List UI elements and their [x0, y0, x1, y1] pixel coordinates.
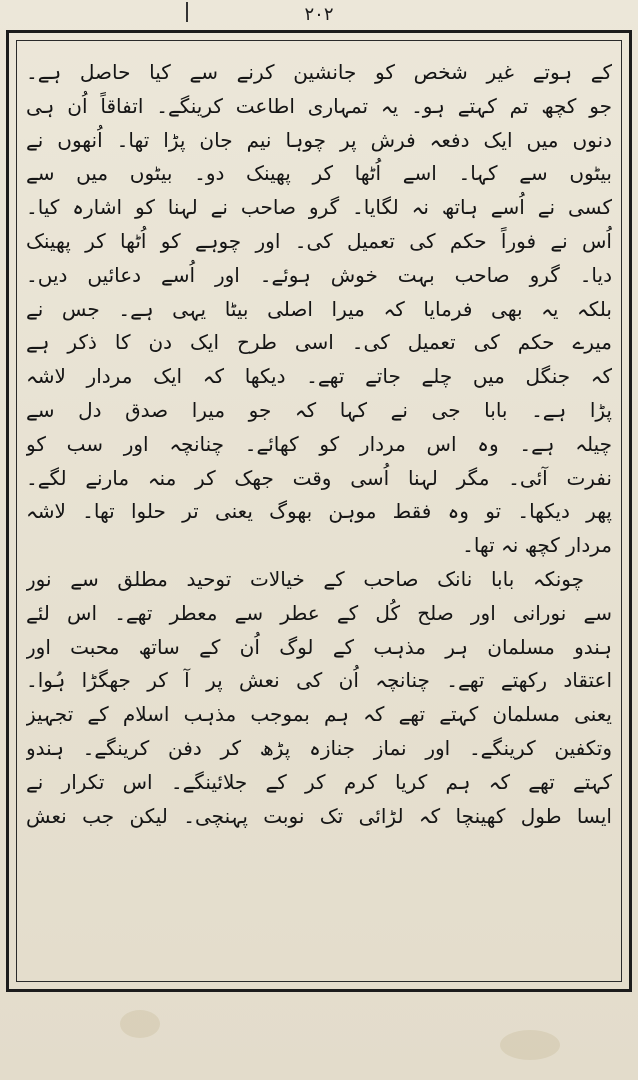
text-line-paragraph-start: چونکہ بابا نانک صاحب کے خیالات توحید مطلق سے نور	[26, 566, 584, 591]
text-line: نفرت آئی۔ مگر لہنا اُسی وقت جھک کر منہ مارنے لگے۔	[26, 465, 612, 490]
page-number: ۲۰۲	[304, 4, 334, 25]
text-line: جو کچھ تم کہتے ہو۔ یہ تمہاری اطاعت کرینگے۔ اتفاقاً اُن ہی	[26, 93, 612, 118]
text-line: کسی نے اُسے ہاتھ نہ لگایا۔ گرو صاحب نے لہنا کو اشارہ کیا۔	[26, 195, 612, 220]
text-line: بلکہ یہ بھی فرمایا کہ میرا اصلی بیٹا یہی ہے۔ جس نے	[26, 296, 612, 321]
paper-stain	[500, 1030, 560, 1060]
text-line: وتکفین کرینگے۔ اور نماز جنازہ پڑھ کر دفن کرینگے۔ ہندو	[26, 735, 612, 760]
text-line: کے ہوتے غیر شخص کو جانشین کرنے سے کیا حاصل ہے۔	[26, 60, 612, 84]
text-line: ہندو مسلمان ہر مذہب کے لوگ اُن کے ساتھ محبت اور	[26, 634, 612, 659]
text-line: دیا۔ گرو صاحب بہت خوش ہوئے۔ اور اُسے دعائیں دیں۔	[26, 262, 612, 287]
text-line: اعتقاد رکھتے تھے۔ چنانچہ اُن کی نعش پر آ کر جھگڑا ہُوا۔	[26, 668, 612, 693]
text-line: میرے حکم کی تعمیل کی۔ اسی طرح ایک دن کا ذکر ہے	[26, 330, 612, 355]
text-line-paragraph-end: مردار کچھ نہ تھا۔	[462, 533, 612, 558]
text-line: دنوں میں ایک دفعہ فرش پر چوہا نیم جان پڑا تھا۔ اُنھوں نے	[26, 127, 612, 152]
text-line: چیلہ ہے۔ وہ اس مردار کو کھائے۔ چنانچہ اور سب کو	[26, 431, 612, 456]
text-line: سے نورانی اور صلح کُل کے عطر سے معطر تھے۔ اس لئے	[26, 600, 612, 625]
text-line: کہ جنگل میں چلے جاتے تھے۔ دیکھا کہ ایک مردار لاشہ	[26, 364, 612, 389]
text-line: اُس نے فوراً حکم کی تعمیل کی۔ اور چوہے کو اُٹھا کر پھینک	[26, 228, 612, 253]
text-line: ایسا طول کھینچا کہ لڑائی تک نوبت پہنچی۔ لیکن جب نعش	[26, 803, 612, 828]
paper-stain	[120, 1010, 160, 1038]
body-text	[26, 56, 612, 976]
text-line: کہتے تھے کہ ہم کریا کرم کر کے جلائینگے۔ اس تکرار نے	[26, 769, 612, 794]
text-line: پھر دیکھا۔ تو وہ فقط موہن بھوگ یعنی تر حلوا تھا۔ لاشہ	[26, 499, 612, 524]
text-line: یعنی مسلمان کہتے تھے کہ ہم بموجب مذہب اسلام کے تجہیز	[26, 702, 612, 727]
text-line: پڑا ہے۔ بابا جی نے کہا کہ جو میرا صدق دل سے	[26, 397, 612, 422]
text-line: بیٹوں سے کہا۔ اسے اُٹھا کر پھینک دو۔ بیٹوں میں سے	[26, 161, 612, 186]
